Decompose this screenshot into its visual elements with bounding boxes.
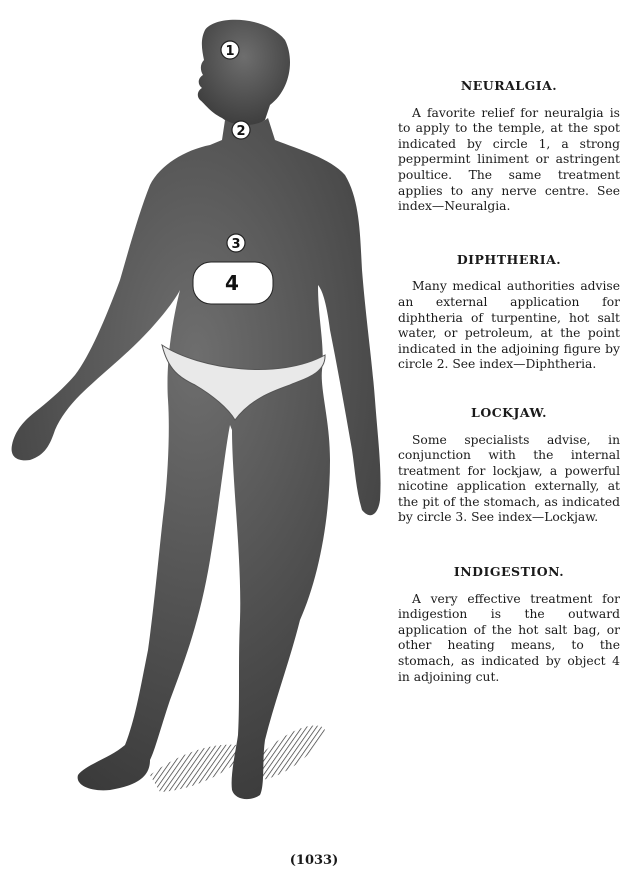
section-diphtheria [398, 252, 620, 373]
marker-1 [221, 41, 239, 59]
marker-2 [232, 121, 250, 139]
section-neuralgia [398, 78, 620, 215]
marker-3-label: 3 [231, 237, 241, 252]
marker-4 [193, 262, 273, 304]
section-lockjaw [398, 405, 620, 526]
marker-4-label: 4 [225, 271, 239, 295]
section-heading: LOCKJAW. [471, 404, 547, 420]
text-column [398, 78, 620, 685]
marker-1-label: 1 [225, 44, 235, 59]
marker-2-label: 2 [236, 124, 246, 139]
body-silhouette [12, 20, 381, 799]
page-number: (1033) [289, 853, 339, 868]
section-heading: NEURALGIA. [460, 78, 558, 93]
section-heading: DIPHTHERIA. [456, 251, 562, 267]
section-heading: INDIGESTION. [453, 564, 565, 580]
section-indigestion [398, 564, 620, 685]
section-text: Many medical authorities advise an external application for diphtheria of turpentine, hot salt water, or petroleum, at the point indicated in the adjoining figure by circle 2. See index—Diphtheria. [398, 279, 620, 372]
section-text: Some specialists advise, in conjunction with the internal treatment for lockjaw, a powerful nicotine application externally, at the pit of the stomach, as indicated by circle 3. See index—Lockjaw. [398, 432, 620, 525]
marker-3 [227, 234, 245, 252]
section-text: A favorite relief for neuralgia is to apply to the temple, at the spot indicated by circle 1, a strong peppermint liniment or astringent poultice. The same treatment applies to any nerve centre. See index—Neuralgia. [398, 105, 620, 214]
section-text: A very effective treatment for indigestion is the outward application of the hot salt bag, or other heating means, to the stomach, as indicated by object 4 in adjoining cut. [398, 591, 620, 684]
